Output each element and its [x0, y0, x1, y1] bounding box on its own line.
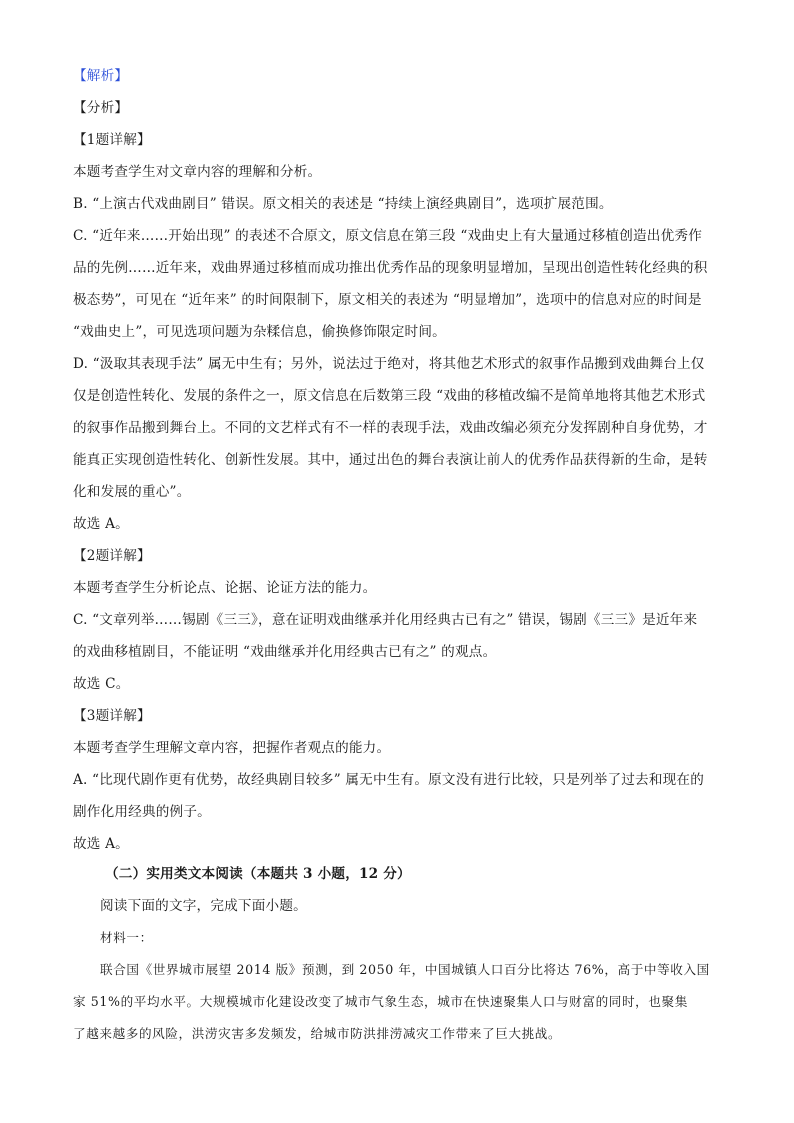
q1-line-2: C. “近年来……开始出现” 的表述不合原文，原文信息在第三段 “戏曲史上有大量通过移植创造出优秀作 — [73, 228, 702, 244]
q3-heading: 【3题详解】 — [73, 708, 151, 724]
material-line-0: 联合国《世界城市展望 2014 版》预测，到 2050 年，中国城镇人口百分比将达 76%，高于中等收入国 — [100, 962, 710, 977]
q2-line-0: 本题考查学生分析论点、论据、论证方法的能力。 — [73, 580, 377, 596]
q3-line-0: 本题考查学生理解文章内容，把握作者观点的能力。 — [73, 740, 391, 756]
instruction-text: 阅读下面的文字，完成下面小题。 — [100, 898, 307, 914]
q1-line-4: 极态势”，可见在 “近年来” 的时间限制下，原文相关的表述为 “明显增加”，选项中的信息对应的时间是 — [73, 292, 702, 308]
q1-heading: 【1题详解】 — [73, 132, 151, 148]
q1-line-10: 化和发展的重心”。 — [73, 484, 191, 500]
section-heading: （二）实用类文本阅读（本题共 3 小题，12 分） — [105, 866, 411, 882]
q1-line-0: 本题考查学生对文章内容的理解和分析。 — [73, 164, 322, 180]
q1-line-9: 能真正实现创造性转化、创新性发展。其中，通过出色的舞台表演让前人的优秀作品获得新的生命，是转 — [73, 452, 708, 468]
q1-line-7: 仅是创造性转化、发展的条件之一，原文信息在后数第三段 “戏曲的移植改编不是简单地将其他艺术形式 — [73, 388, 706, 404]
q1-line-6: D. “汲取其表现手法” 属无中生有；另外，说法过于绝对，将其他艺术形式的叙事作品搬到戏曲舞台上仅 — [73, 356, 705, 372]
q1-line-1: B. “上演古代戏曲剧目” 错误。原文相关的表述是 “持续上演经典剧目”，选项扩展范围。 — [73, 196, 613, 212]
q2-line-2: 的戏曲移植剧目，不能证明 “戏曲继承并化用经典古已有之” 的观点。 — [73, 644, 497, 660]
q2-answer: 故选 C。 — [73, 676, 130, 692]
material-line-1: 家 51%的平均水平。大规模城市化建设改变了城市气象生态，城市在快速聚集人口与财富的同时，也聚集 — [73, 994, 688, 1009]
q2-heading: 【2题详解】 — [73, 548, 151, 564]
jiexi-label: 【解析】 — [73, 68, 129, 84]
q3-line-1: A. “比现代剧作更有优势，故经典剧目较多” 属无中生有。原文没有进行比较，只是列举了过去和现在的 — [73, 772, 705, 788]
q1-line-3: 品的先例……近年来，戏曲界通过移植而成功推出优秀作品的现象明显增加，呈现出创造性转化经典的积 — [73, 260, 708, 276]
q3-answer: 故选 A。 — [73, 836, 129, 852]
q1-line-5: “戏曲史上”，可见选项问题为杂糅信息，偷换修饰限定时间。 — [73, 324, 446, 340]
q1-answer: 故选 A。 — [73, 516, 129, 532]
q3-line-2: 剧作化用经典的例子。 — [73, 804, 211, 820]
q2-line-1: C. “文章列举……锡剧《三三》，意在证明戏曲继承并化用经典古已有之” 错误，锡剧《三三》是近年来 — [73, 612, 698, 628]
fenxi-label: 【分析】 — [73, 100, 129, 116]
q1-line-8: 的叙事作品搬到舞台上。不同的文艺样式有不一样的表现手法，戏曲改编必须充分发挥剧种自身优势，才 — [73, 420, 708, 436]
material-label: 材料一： — [100, 930, 153, 945]
material-line-2: 了越来越多的风险，洪涝灾害多发频发，给城市防洪排涝减灾工作带来了巨大挑战。 — [73, 1026, 562, 1041]
